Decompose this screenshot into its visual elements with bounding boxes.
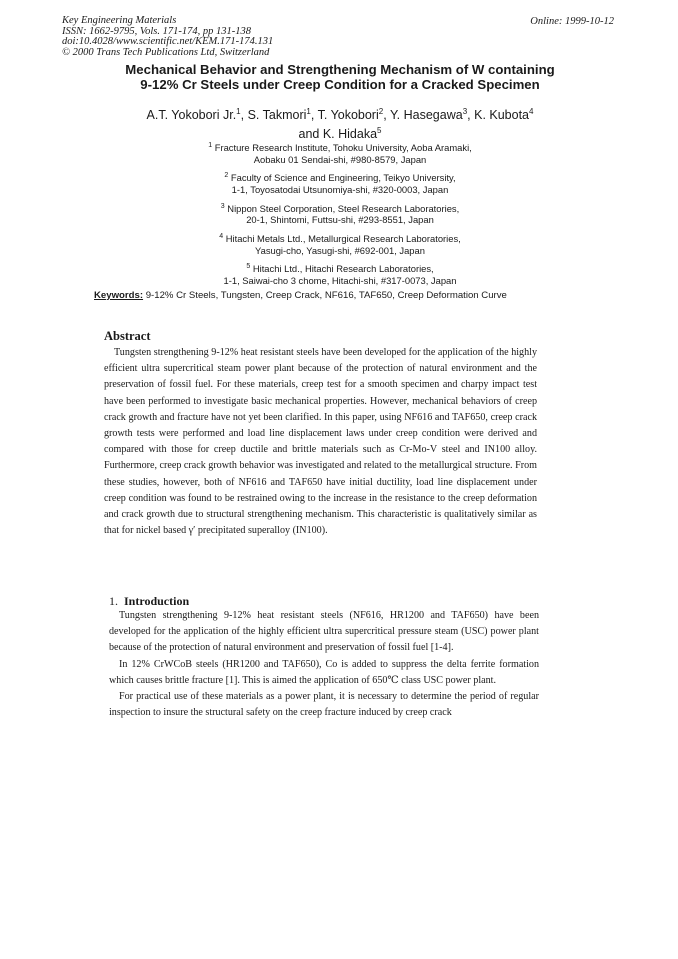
keywords: [94, 290, 507, 301]
section-number: 1.: [109, 594, 118, 608]
author-6: K. Hidaka: [322, 127, 378, 142]
author-2: S. Takmori: [247, 108, 307, 123]
affiliations: [150, 140, 530, 292]
author-5: K. Kubota: [474, 108, 530, 123]
online-date: Online: 1999-10-12: [530, 16, 614, 27]
introduction-body: [109, 608, 539, 721]
author-6-sup: 5: [377, 126, 382, 136]
intro-paragraph-1: Tungsten strengthening 9-12% heat resistant steels (NF616, HR1200 and TAF650) have been developed for the application of the highly efficient ultra supercritical pressure steam (USC) power plant because of the protection of natural environment and preservation of fossil fuel [1-4].: [109, 610, 539, 654]
author-4: Y. Hasegawa: [389, 108, 463, 123]
author-1: A.T. Yokobori Jr.: [146, 108, 237, 123]
paper-title: [80, 62, 600, 92]
affiliation-5: $^5$ Hitachi Ltd., Hitachi Research Laboratories, 1-1, Saiwai-cho 3 chome, Hitachi-shi, #317-0073, Japan: [223, 263, 457, 286]
author-1-sup: 1: [236, 107, 241, 116]
keywords-label: Keywords:: [94, 290, 144, 301]
author-5-sup: 4: [529, 107, 534, 116]
doi-line: doi:10.4028/www.scientific.net/KEM.171-174.131: [62, 36, 274, 47]
keywords-text: 9-12% Cr Steels, Tungsten, Creep Crack, NF616, TAF650, Creep Deformation Curve: [145, 290, 507, 301]
affiliation-3: $^3$ Nippon Steel Corporation, Steel Research Laboratories, 20-1, Shintomi, Futtsu-shi, #293-8551, Japan: [220, 202, 460, 226]
title-line-2: 9-12% Cr Steels under Creep Condition for a Cracked Specimen: [140, 77, 540, 92]
intro-paragraph-3: For practical use of these materials as a power plant, it is necessary to determine the period of regular inspection to insure the structural safety on the creep fracture induced by creep crack: [109, 691, 539, 719]
section-title: Introduction: [124, 594, 190, 608]
affiliation-4: $^4$ Hitachi Metals Ltd., Metallurgical Research Laboratories, Yasugi-cho, Yasugi-shi, #692-001, Japan: [219, 232, 461, 256]
intro-paragraph-2: In 12% CrWCoB steels (HR1200 and TAF650), Co is added to suppress the delta ferrite formation which causes brittle fracture [1]. This is aimed the application of 650℃ class USC power plant.: [109, 658, 539, 686]
affiliation-1: $^1$ Fracture Research Institute, Tohoku University, Aoba Aramaki, Aobaku 01 Sendai-shi, #980-8579, Japan: [208, 142, 472, 165]
author-3-sup: 2: [378, 107, 384, 116]
journal-meta: [62, 16, 273, 58]
issn-line: ISSN: 1662-9795, Vols. 171-174, pp 131-138: [62, 25, 251, 37]
author-3: T. Yokobori: [317, 108, 379, 123]
journal-name: Key Engineering Materials: [62, 15, 177, 26]
title-line-1: Mechanical Behavior and Strengthening Mechanism of W containing: [125, 62, 555, 77]
author-list: A.T. Yokobori Jr.$^1$, S. Takmori$^1$, T. Yokobori$^2$, Y. Hasegawa$^3$, K. Kubota$^4$ and K. Hidaka$^5$: [146, 107, 534, 142]
copyright-line: © 2000 Trans Tech Publications Ltd, Switzerland: [62, 46, 270, 58]
abstract-text: Tungsten strengthening 9-12% heat resistant steels have been developed for the application of the highly efficient ultra supercritical steam power plant because of the protection of natural environment and the preservation of fossil fuel. For these materials, creep test for a smooth specimen and charpy impact test have been performed to investigate basic mechanical properties. However, mechanical behaviors of creep crack growth and fracture have not yet been clarified. In this paper, using NF616 and TAF650, creep crack growth tests were performed and load line displacement laws under creep condition were derived and compared with those for creep ductile and brittle materials such as Cr-Mo-V steel and IN100 alloy. Furthermore, creep crack growth behavior was investigated and related to the metallurgical structure. From these studies, however, both of NF616 and TAF650 have initial ductility, load line displacement under creep condition was found to be restrained owing to the increase in the resistance to the creep deformation and crack growth due to structural strengthening mechanism. This characteristic is qualitatively similar as that for nickel based γ′ precipitated superalloy (IN100).: [104, 347, 537, 537]
introduction-heading: [109, 594, 189, 609]
author-4-sup: 3: [462, 107, 468, 116]
abstract-heading: Abstract: [104, 329, 151, 343]
author-2-sup: 1: [306, 107, 311, 116]
affiliation-2: $^2$ Faculty of Science and Engineering, Teikyo University, 1-1, Toyosatodai Utsunomiya-shi, #320-0003, Japan: [224, 172, 456, 196]
